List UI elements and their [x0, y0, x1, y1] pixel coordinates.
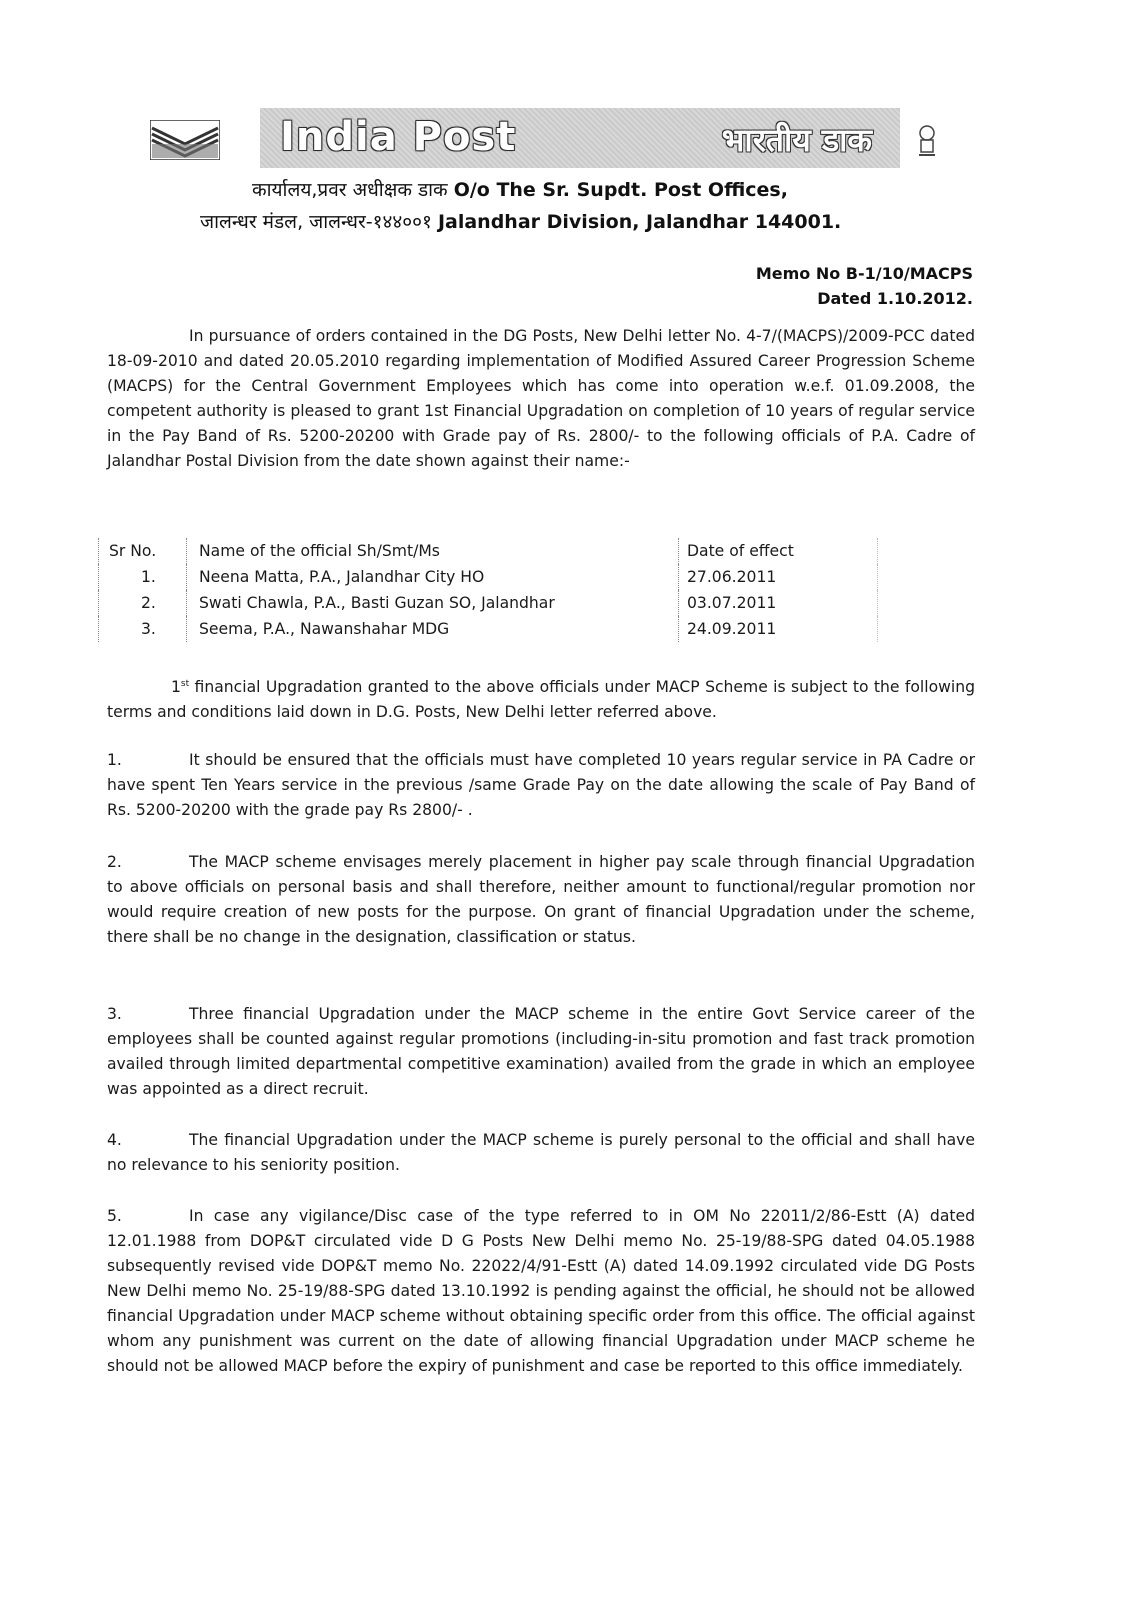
row-official-name: Neena Matta, P.A., Jalandhar City HO: [199, 568, 485, 586]
memo-date: Dated 1.10.2012.: [817, 289, 973, 308]
table-row: [98, 590, 888, 616]
table-row: [98, 564, 888, 590]
row-sr-no: 3.: [141, 620, 156, 638]
intro-paragraph: In pursuance of orders contained in the DG Posts, New Delhi letter No. 4-7/(MACPS)/2009-PCC dated 18-09-2010 and dated 20.05.2010 regarding implementation of Modified Assured Career Progression Scheme (MACPS) for the Central Government Employees which has come into operation w.e.f. 01.09.2008, the competent authority is pleased to grant 1st Financial Upgradation on completion of 10 years of regular service in the Pay Band of Rs. 5200-20200 with Grade pay of Rs. 2800/- to the following officials of P.A. Cadre of Jalandhar Postal Division from the date shown against their name:-: [107, 327, 975, 470]
row-date-of-effect: 27.06.2011: [687, 568, 777, 586]
condition-number: 2.: [107, 853, 122, 871]
header-sr-no: Sr No.: [109, 542, 157, 560]
letterhead: [150, 108, 940, 170]
india-post-logo: [150, 120, 220, 160]
table-row: [98, 616, 888, 642]
table-header-row: [98, 538, 888, 564]
row-official-name: Swati Chawla, P.A., Basti Guzan SO, Jalandhar: [199, 594, 555, 612]
row-sr-no: 1.: [141, 568, 156, 586]
officials-table: [98, 538, 888, 642]
row-date-of-effect: 24.09.2011: [687, 620, 777, 638]
address-line2-english: Jalandhar Division, Jalandhar 144001.: [437, 211, 842, 233]
header-official-name: Name of the official Sh/Smt/Ms: [199, 542, 440, 560]
condition-number: 5.: [107, 1207, 122, 1225]
condition-text: The financial Upgradation under the MACP scheme is purely personal to the official and shall have no relevance to his seniority position.: [107, 1131, 975, 1174]
letterhead-banner: [260, 108, 900, 168]
national-emblem-icon: [915, 124, 939, 160]
office-address-line1: [252, 176, 788, 202]
condition-text: Three financial Upgradation under the MACP scheme in the entire Govt Service career of the employees shall be counted against regular promotions (including-in-situ promotion and fast track promotion availed through limited departmental competitive examination) availed from the grade in which an employee was appointed as a direct recruit.: [107, 1005, 975, 1098]
condition-number: 4.: [107, 1131, 122, 1149]
banner-english-title: India Post: [280, 114, 517, 160]
banner-hindi-title: भारतीय डाक: [721, 121, 872, 159]
ordinal-suffix: st: [180, 679, 190, 689]
address-line1-hindi: कार्यालय,प्रवर अधीक्षक डाक: [252, 179, 448, 201]
conditions-intro-text: financial Upgradation granted to the above officials under MACP Scheme is subject to the following terms and conditions laid down in D.G. Posts, New Delhi letter referred above.: [107, 678, 975, 722]
condition-item: [107, 1204, 975, 1379]
condition-text: The MACP scheme envisages merely placement in higher pay scale through financial Upgradation to above officials on personal basis and shall therefore, neither amount to functional/regular promotion nor would require creation of new posts for the purpose. On grant of financial Upgradation under the scheme, there shall be no change in the designation, classification or status.: [107, 853, 975, 946]
address-line2-hindi: जालन्धर मंडल, जालन्धर-१४४००१: [200, 211, 432, 233]
condition-text: In case any vigilance/Disc case of the type referred to in OM No 22011/2/86-Estt (A) dated 12.01.1988 from DOP&T circulated vide D G Posts New Delhi memo No. 25-19/88-SPG dated 04.05.1988 subsequently revised vide DOP&T memo No. 22022/4/91-Estt (A) dated 14.09.1992 circulated vide DG Posts New Delhi memo No. 25-19/88-SPG dated 13.10.1992 is pending against the official, he should not be allowed financial Upgradation under MACP scheme without obtaining specific order from this office. The official against whom any punishment was current on the date of allowing financial Upgradation under MACP scheme he should not be allowed MACP before the expiry of punishment and case be reported to this office immediately.: [107, 1207, 975, 1375]
row-official-name: Seema, P.A., Nawanshahar MDG: [199, 620, 450, 638]
row-sr-no: 2.: [141, 594, 156, 612]
memo-number: Memo No B-1/10/MACPS: [755, 264, 973, 283]
condition-number: 3.: [107, 1005, 122, 1023]
conditions-intro: [107, 672, 975, 725]
row-date-of-effect: 03.07.2011: [687, 594, 777, 612]
office-address-line2: [200, 208, 841, 234]
condition-item: [107, 748, 975, 823]
address-line1-english: O/o The Sr. Supdt. Post Offices,: [453, 179, 788, 201]
condition-number: 1.: [107, 751, 122, 769]
condition-item: [107, 850, 975, 950]
condition-text: It should be ensured that the officials must have completed 10 years regular service in PA Cadre or have spent Ten Years service in the previous /same Grade Pay on the date allowing the scale of Pay Band of Rs. 5200-20200 with the grade pay Rs 2800/- .: [107, 751, 975, 819]
condition-item: [107, 1002, 975, 1102]
ordinal-number: 1: [171, 678, 181, 697]
condition-item: [107, 1128, 975, 1178]
header-date-of-effect: Date of effect: [687, 542, 794, 560]
